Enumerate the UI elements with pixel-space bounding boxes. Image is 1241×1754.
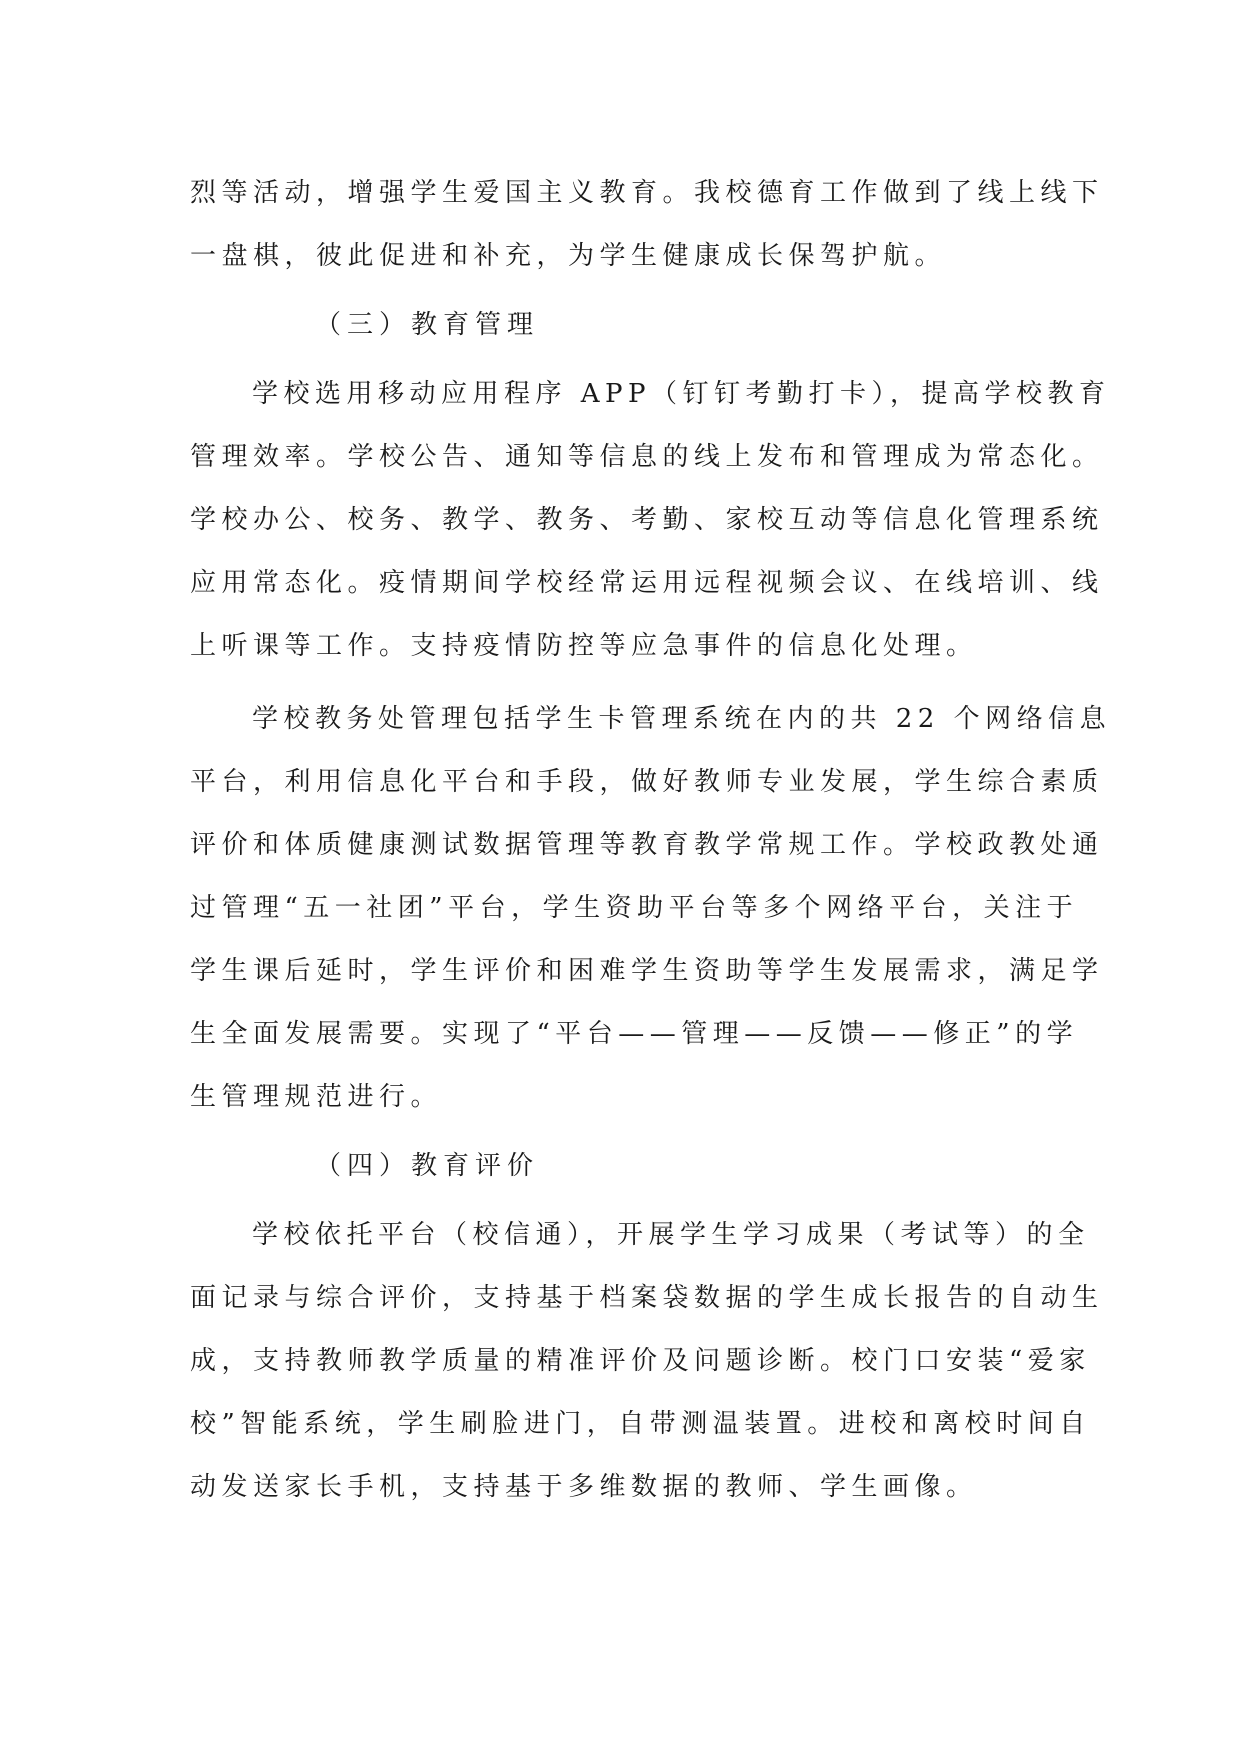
paragraph-line: 过管理“五一社团”平台，学生资助平台等多个网络平台，关注于: [190, 893, 1079, 923]
paragraph-line: 学生课后延时，学生评价和困难学生资助等学生发展需求，满足学: [190, 956, 1104, 986]
paragraph-line: 管理效率。学校公告、通知等信息的线上发布和管理成为常态化。: [190, 442, 1104, 472]
paragraph-line: 学校教务处管理包括学生卡管理系统在内的共 22 个网络信息: [252, 704, 1112, 734]
document-body: [190, 162, 1112, 1519]
paragraph-line: 评价和体质健康测试数据管理等教育教学常规工作。学校政教处通: [190, 830, 1104, 860]
paragraph-line: 生全面发展需要。实现了“平台——管理——反馈——修正”的学: [190, 1019, 1079, 1049]
paragraph-line: 平台，利用信息化平台和手段，做好教师专业发展，学生综合素质: [190, 767, 1104, 797]
paragraph-line: 校”智能系统，学生刷脸进门，自带测温装置。进校和离校时间自: [190, 1409, 1091, 1439]
paragraph-line: 学校选用移动应用程序 APP（钉钉考勤打卡），提高学校教育: [252, 379, 1111, 409]
paragraph-line: 学校依托平台（校信通），开展学生学习成果（考试等）的全: [252, 1220, 1090, 1250]
section-heading-education-evaluation: （四）教育评价: [315, 1151, 540, 1181]
paragraph-line: 应用常态化。疫情期间学校经常运用远程视频会议、在线培训、线: [190, 568, 1104, 598]
paragraph-line: 生管理规范进行。: [190, 1082, 443, 1112]
paragraph-line: 上听课等工作。支持疫情防控等应急事件的信息化处理。: [190, 631, 978, 661]
section-heading-education-management: （三）教育管理: [315, 310, 540, 340]
paragraph-line: 一盘棋，彼此促进和补充，为学生健康成长保驾护航。: [190, 241, 947, 271]
paragraph-line: 成，支持教师教学质量的精准评价及问题诊断。校门口安装“爱家: [190, 1346, 1091, 1376]
paragraph-line: 学校办公、校务、教学、教务、考勤、家校互动等信息化管理系统: [190, 505, 1104, 535]
paragraph-line: 动发送家长手机，支持基于多维数据的教师、学生画像。: [190, 1472, 978, 1502]
paragraph-line: 烈等活动，增强学生爱国主义教育。我校德育工作做到了线上线下: [190, 178, 1104, 208]
paragraph-line: 面记录与综合评价，支持基于档案袋数据的学生成长报告的自动生: [190, 1283, 1104, 1313]
